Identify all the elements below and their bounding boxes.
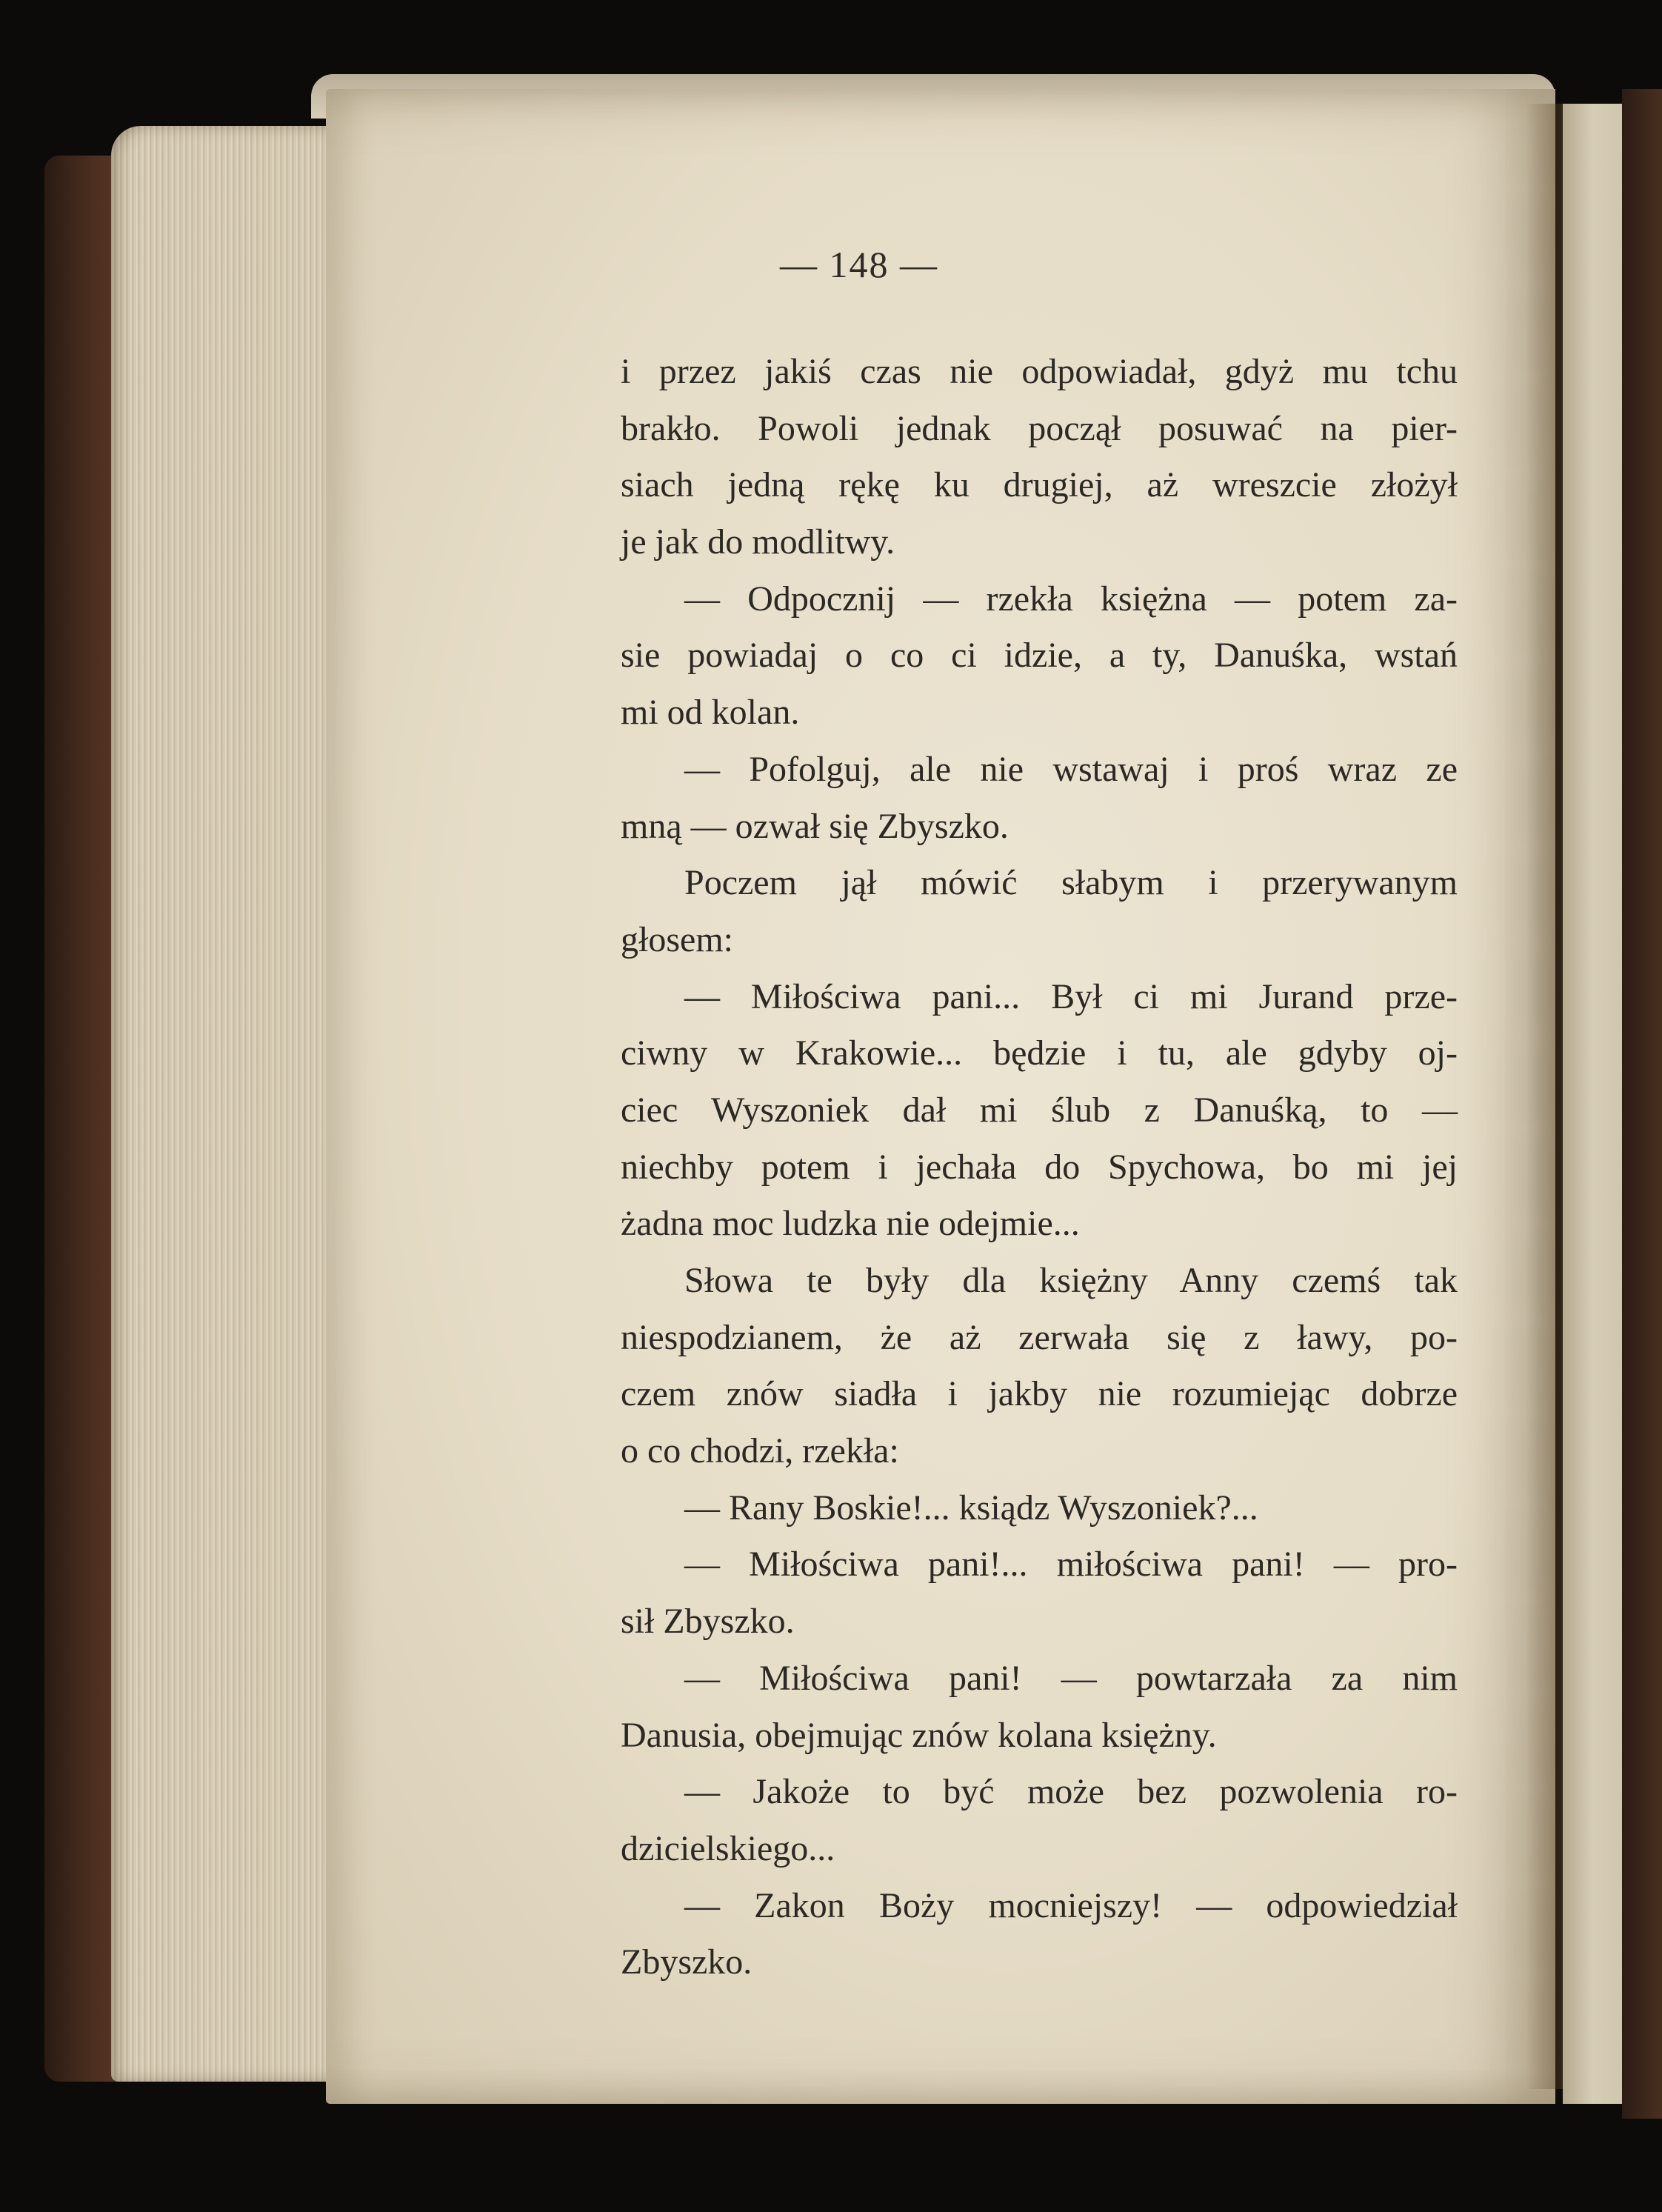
text-line: sił Zbyszko. [621,1602,795,1642]
text-line: mi od kolan. [621,693,800,733]
text-line: Danusia, obejmując znów kolana księżny. [621,1715,1217,1755]
text-line: głosem: [621,919,733,959]
text-line: — Miłościwa pani! — powtarzała za nim [684,1658,1458,1698]
text-line: — Miłościwa pani... Był ci mi Jurand prze- [684,976,1458,1016]
page-number: — 148 — [780,244,938,285]
text-line: — Rany Boskie!... ksiądz Wyszoniek?... [684,1488,1258,1528]
text-line: niespodzianem, że aż zerwała się z ławy, po- [621,1317,1458,1357]
page-block-edge [111,126,333,2082]
text-line: i przez jakiś czas nie odpowiadał, gdyż mu tchu [621,352,1458,391]
text-line: Poczem jął mówić słabym i przerywanym [684,863,1458,903]
text-line: ciwny w Krakowie... będzie i tu, ale gdyby oj- [621,1033,1458,1073]
text-line: Zbyszko. [621,1942,752,1982]
text-line: dzicielskiego... [621,1828,835,1868]
text-line: je jak do modlitwy. [621,522,895,562]
text-line: siach jedną rękę ku drugiej, aż wreszcie złożył [621,465,1458,505]
text-line: ciec Wyszoniek dał mi ślub z Danuśką, to — [621,1090,1458,1130]
text-line: mną — ozwał się Zbyszko. [621,806,1009,846]
text-line: — Miłościwa pani!... miłościwa pani! — pro- [684,1545,1458,1585]
text-line: — Odpocznij — rzekła księżna — potem za- [684,579,1458,619]
text-line: — Pofolguj, ale nie wstawaj i proś wraz ze [684,749,1458,789]
text-line: brakło. Powoli jednak począł posuwać na pier- [621,408,1458,448]
right-cover [1622,89,1662,2119]
text-line: czem znów siadła i jakby nie rozumiejąc dobrze [621,1374,1458,1414]
page-text [621,344,1458,1991]
text-line: — Jakoże to być może bez pozwolenia ro- [684,1772,1458,1812]
text-line: — Zakon Boży mocniejszy! — odpowiedział [684,1885,1458,1925]
text-line: o co chodzi, rzekła: [621,1431,899,1471]
text-line: sie powiadaj o co ci idzie, a ty, Danuśka, wstań [621,636,1458,676]
text-line: niechby potem i jechała do Spychowa, bo mi jej [621,1147,1458,1187]
text-line: Słowa te były dla księżny Anny czemś tak [684,1261,1458,1300]
text-line: żadna moc ludzka nie odejmie... [621,1204,1080,1244]
